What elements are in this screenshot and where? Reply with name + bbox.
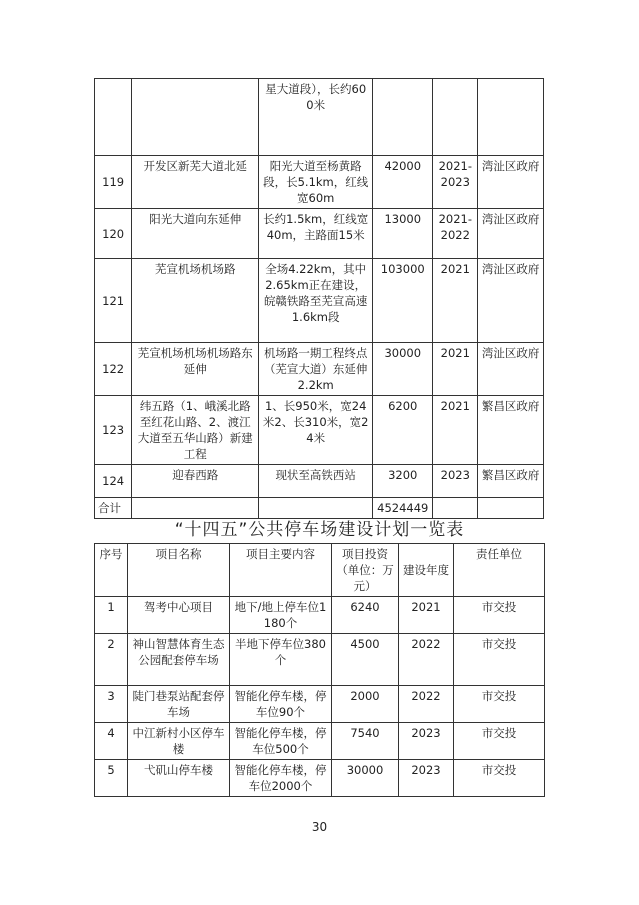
table-row (95, 79, 544, 156)
project-investment: 42000 (373, 156, 433, 209)
project-content: 半地下停车位380个 (230, 634, 332, 686)
project-name: 阳光大道向东延伸 (132, 209, 259, 259)
table-row (95, 259, 544, 343)
responsible-unit: 湾沚区政府 (478, 343, 544, 396)
responsible-unit: 湾沚区政府 (478, 209, 544, 259)
project-investment: 6240 (332, 597, 399, 634)
parking-table-title: “十四五”公共停车场建设计划一览表 (174, 520, 465, 540)
header-unit: 责任单位 (454, 544, 545, 597)
table-row (95, 156, 544, 209)
project-content: 智能化停车楼，停车位2000个 (230, 760, 332, 797)
row-number: 1 (95, 597, 128, 634)
project-content: 阳光大道至杨黄路段，长5.1km，红线宽60m (259, 156, 373, 209)
responsible-unit: 市交投 (454, 760, 545, 797)
project-year: 2023 (433, 465, 478, 498)
total-label: 合计 (95, 498, 132, 519)
project-name: 芜宣机场机场机场路东延伸 (132, 343, 259, 396)
responsible-unit: 市交投 (454, 686, 545, 723)
project-year: 2021-2022 (433, 209, 478, 259)
row-number: 5 (95, 760, 128, 797)
responsible-unit: 湾沚区政府 (478, 259, 544, 343)
table-row (95, 465, 544, 498)
project-content: 全场4.22km，其中2.65km正在建设，皖赣铁路至芜宣高速1.6km段 (259, 259, 373, 343)
parking-projects-table (94, 543, 545, 797)
project-investment: 103000 (373, 259, 433, 343)
project-content: 长约1.5km，红线宽40m，主路面15米 (259, 209, 373, 259)
header-content: 项目主要内容 (230, 544, 332, 597)
row-number: 3 (95, 686, 128, 723)
row-number: 119 (95, 156, 132, 209)
project-name: 迎春西路 (132, 465, 259, 498)
table-row (95, 396, 544, 465)
project-name: 驾考中心项目 (128, 597, 230, 634)
table-row (95, 209, 544, 259)
responsible-unit: 繁昌区政府 (478, 465, 544, 498)
project-content: 1、长950米，宽24米2、长310米，宽24米 (259, 396, 373, 465)
project-name: 纬五路（1、峨溪北路至红花山路、2、渡江大道至五华山路）新建工程 (132, 396, 259, 465)
table-row (95, 723, 545, 760)
row-number: 4 (95, 723, 128, 760)
responsible-unit: 市交投 (454, 597, 545, 634)
row-number: 2 (95, 634, 128, 686)
project-investment (373, 79, 433, 156)
page-number: 30 (311, 820, 328, 834)
row-number: 124 (95, 465, 132, 498)
project-name: 陡门巷泵站配套停车场 (128, 686, 230, 723)
project-content: 智能化停车楼，停车位500个 (230, 723, 332, 760)
project-investment: 7540 (332, 723, 399, 760)
project-content: 机场路一期工程终点（芜宣大道）东延伸2.2km (259, 343, 373, 396)
project-investment: 30000 (332, 760, 399, 797)
project-year: 2023 (399, 760, 454, 797)
project-content: 现状至高铁西站 (259, 465, 373, 498)
row-number: 122 (95, 343, 132, 396)
table-row (95, 634, 545, 686)
responsible-unit (478, 79, 544, 156)
responsible-unit: 市交投 (454, 723, 545, 760)
header-name: 项目名称 (128, 544, 230, 597)
project-name: 芜宣机场机场路 (132, 259, 259, 343)
table-row (95, 686, 545, 723)
project-investment: 13000 (373, 209, 433, 259)
project-year: 2021-2023 (433, 156, 478, 209)
table-row (95, 343, 544, 396)
project-year: 2021 (433, 343, 478, 396)
project-investment: 4500 (332, 634, 399, 686)
project-content: 星大道段），长约600米 (259, 79, 373, 156)
responsible-unit: 市交投 (454, 634, 545, 686)
row-number (95, 79, 132, 156)
project-year: 2022 (399, 686, 454, 723)
table-row (95, 597, 545, 634)
project-year: 2021 (433, 259, 478, 343)
header-number: 序号 (95, 544, 128, 597)
project-name: 开发区新芜大道北延 (132, 156, 259, 209)
project-investment: 2000 (332, 686, 399, 723)
project-year (433, 79, 478, 156)
row-number: 123 (95, 396, 132, 465)
responsible-unit: 繁昌区政府 (478, 396, 544, 465)
project-name: 神山智慧体育生态公园配套停车场 (128, 634, 230, 686)
project-year: 2021 (433, 396, 478, 465)
project-content: 智能化停车楼，停车位90个 (230, 686, 332, 723)
total-value: 4524449 (373, 498, 433, 519)
row-number: 121 (95, 259, 132, 343)
project-content: 地下/地上停车位1180个 (230, 597, 332, 634)
project-investment: 6200 (373, 396, 433, 465)
row-number: 120 (95, 209, 132, 259)
project-year: 2021 (399, 597, 454, 634)
project-name (132, 79, 259, 156)
road-projects-table (94, 78, 544, 519)
project-investment: 30000 (373, 343, 433, 396)
project-investment: 3200 (373, 465, 433, 498)
project-year: 2022 (399, 634, 454, 686)
project-name: 弋矶山停车楼 (128, 760, 230, 797)
table-header-row (95, 544, 545, 597)
project-name: 中江新村小区停车楼 (128, 723, 230, 760)
project-year: 2023 (399, 723, 454, 760)
header-year: 建设年度 (399, 544, 454, 597)
header-investment: 项目投资（单位：万元） (332, 544, 399, 597)
responsible-unit: 湾沚区政府 (478, 156, 544, 209)
table-row (95, 760, 545, 797)
